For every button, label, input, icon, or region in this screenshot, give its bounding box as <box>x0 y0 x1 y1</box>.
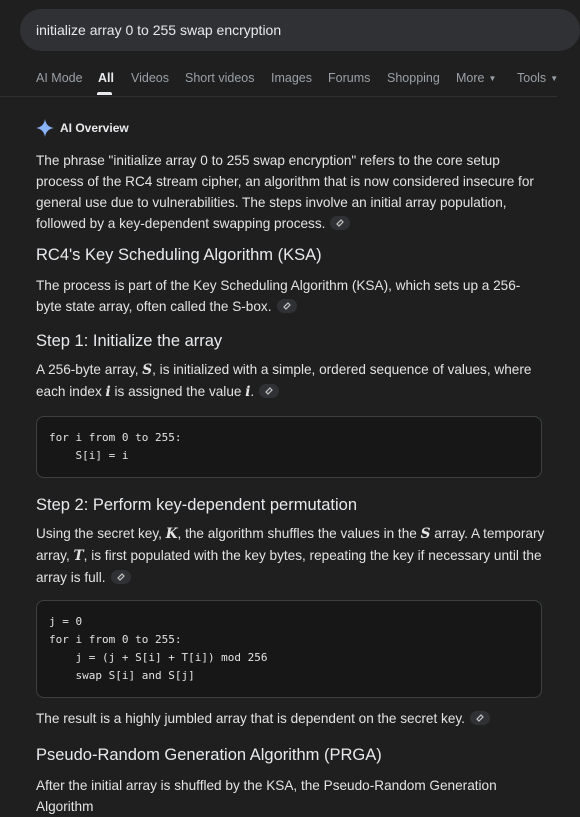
link-icon[interactable] <box>277 299 297 313</box>
ai-overview-title: AI Overview <box>60 121 129 135</box>
step2-paragraph <box>36 523 546 588</box>
var-i-value: i <box>245 384 251 400</box>
intro-paragraph <box>36 150 546 234</box>
link-icon[interactable] <box>330 216 350 230</box>
caret-down-icon: ▼ <box>550 74 559 83</box>
search-tabs <box>0 56 557 97</box>
search-bar[interactable] <box>20 9 580 51</box>
var-s: S <box>142 362 153 378</box>
result-paragraph <box>36 708 546 729</box>
link-icon[interactable] <box>259 384 279 398</box>
link-icon[interactable] <box>470 711 490 725</box>
step2-text-b: , the algorithm shuffles the values in the <box>177 526 421 541</box>
prga-text: After the initial array is shuffled by the KSA, the Pseudo-Random Generation Algorithm <box>36 778 497 814</box>
ksa-text: The process is part of the Key Scheduling Algorithm (KSA), which sets up a 256-byte state array, often called the S-box. <box>36 278 521 314</box>
step1-heading: Step 1: Initialize the array <box>36 332 223 350</box>
step2-heading: Step 2: Perform key-dependent permutation <box>36 496 358 514</box>
search-input[interactable]: initialize array 0 to 255 swap encryption <box>36 22 282 38</box>
var-s: S <box>420 526 431 542</box>
var-k: K <box>165 526 178 542</box>
tab-forums[interactable]: Forums <box>328 71 371 85</box>
step2-text-c: array. A temporary array, <box>36 526 545 563</box>
step1-text-a: A 256-byte array, <box>36 362 143 377</box>
ai-overview-header <box>36 119 129 137</box>
tab-short-videos[interactable]: Short videos <box>185 71 255 85</box>
var-i: i <box>105 384 111 400</box>
tab-tools[interactable] <box>517 71 558 85</box>
tab-all[interactable]: All <box>98 71 114 85</box>
prga-paragraph <box>36 775 546 817</box>
tab-more-label: More <box>456 71 485 85</box>
link-icon[interactable] <box>111 570 131 584</box>
intro-text: The phrase "initialize array 0 to 255 swap encryption" refers to the core setup process of the RC4 stream cipher, an algorithm that is now considered insecure for general use due to vulnerabilities. The steps involve an initial array population, followed by a key-dependent swapping process. <box>36 153 534 231</box>
active-tab-indicator <box>97 92 112 95</box>
ksa-paragraph <box>36 275 546 317</box>
caret-down-icon: ▼ <box>488 74 497 83</box>
result-text: The result is a highly jumbled array that is dependent on the secret key. <box>36 711 465 726</box>
code-block-permutation[interactable]: j = 0 for i from 0 to 255: j = (j + S[i] + T[i]) mod 256 swap S[i] and S[j] <box>36 600 542 698</box>
tab-more[interactable] <box>456 71 496 85</box>
ksa-heading: RC4's Key Scheduling Algorithm (KSA) <box>36 246 322 264</box>
tab-ai-mode[interactable]: AI Mode <box>36 71 83 85</box>
code-block-init[interactable]: for i from 0 to 255: S[i] = i <box>36 416 542 478</box>
step1-text-c: is assigned the value <box>110 384 246 399</box>
step2-text-a: Using the secret key, <box>36 526 166 541</box>
step1-text-b: , is initialized with a simple, ordered sequence of values, where each index <box>36 362 532 399</box>
step1-paragraph <box>36 359 546 403</box>
step2-text-d: , is first populated with the key bytes, repeating the key if necessary until the array is full. <box>36 548 542 585</box>
var-t: T <box>73 548 84 564</box>
prga-heading: Pseudo-Random Generation Algorithm (PRGA) <box>36 746 382 764</box>
tab-videos[interactable]: Videos <box>131 71 169 85</box>
sparkle-icon <box>36 119 54 137</box>
tab-shopping[interactable]: Shopping <box>387 71 440 85</box>
tab-tools-label: Tools <box>517 71 547 85</box>
tab-images[interactable]: Images <box>271 71 312 85</box>
step1-text-d: . <box>250 384 255 399</box>
